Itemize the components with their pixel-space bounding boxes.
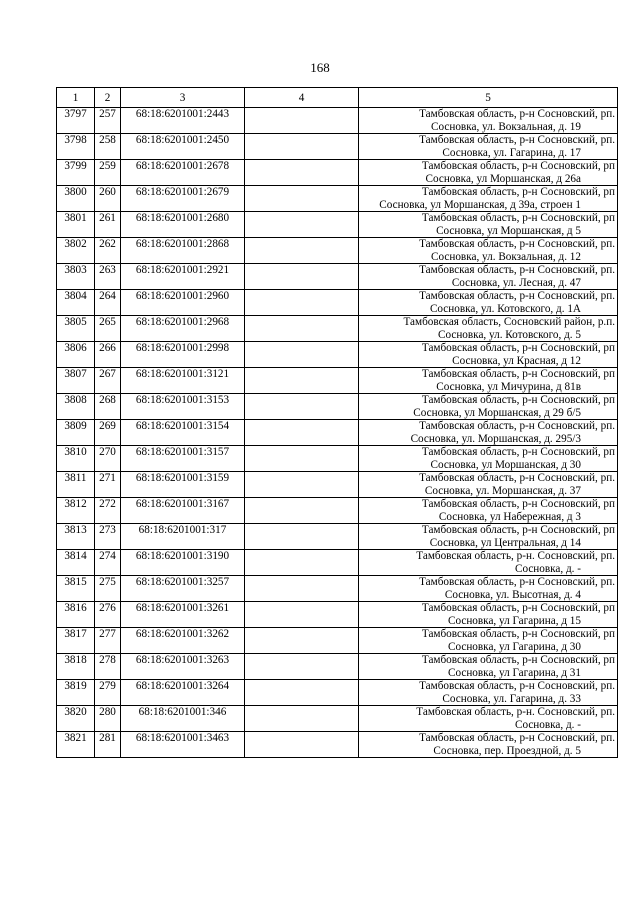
row-number-cell: 3797 <box>57 108 95 134</box>
empty-cell <box>245 576 359 602</box>
cadastral-number-cell: 68:18:6201001:2678 <box>121 160 245 186</box>
address-line-2: Сосновка, ул Набережная, д 3 <box>438 510 581 523</box>
address-line-2: Сосновка, ул Моршанская, д 29 б/5 <box>413 406 581 419</box>
address-cell <box>359 420 618 446</box>
address-line-1: Тамбовская область, р-н. Сосновский, рп. <box>416 706 615 718</box>
cadastral-number-cell: 68:18:6201001:2679 <box>121 186 245 212</box>
address-line-2: Сосновка, ул Гагарина, д 15 <box>448 614 581 627</box>
row-number-cell: 3804 <box>57 290 95 316</box>
cadastral-number-cell: 68:18:6201001:3190 <box>121 550 245 576</box>
address-cell <box>359 680 618 706</box>
address-line-1: Тамбовская область, р-н Сосновский, рп. <box>419 420 615 432</box>
address-cell <box>359 706 618 732</box>
table-row <box>57 186 618 212</box>
address-line-1: Тамбовская область, р-н. Сосновский, рп. <box>416 550 615 562</box>
empty-cell <box>245 654 359 680</box>
empty-cell <box>245 290 359 316</box>
cadastral-number-cell: 68:18:6201001:3157 <box>121 446 245 472</box>
row-number-cell: 3817 <box>57 628 95 654</box>
row-index-cell: 277 <box>95 628 121 654</box>
cadastral-number-cell: 68:18:6201001:3153 <box>121 394 245 420</box>
address-line-1: Тамбовская область, Сосновский район, р.п. <box>403 316 615 328</box>
header-row <box>57 88 618 108</box>
address-line-1: Тамбовская область, р-н Сосновский, рп <box>421 368 615 380</box>
address-cell <box>359 550 618 576</box>
address-line-1: Тамбовская область, р-н Сосновский, рп. <box>419 472 615 484</box>
address-cell <box>359 446 618 472</box>
row-number-cell: 3813 <box>57 524 95 550</box>
row-number-cell: 3810 <box>57 446 95 472</box>
address-cell <box>359 316 618 342</box>
cadastral-number-cell: 68:18:6201001:3261 <box>121 602 245 628</box>
address-line-2: Сосновка, д. - <box>515 562 581 575</box>
cadastral-number-cell: 68:18:6201001:3262 <box>121 628 245 654</box>
empty-cell <box>245 212 359 238</box>
address-line-2: Сосновка, ул. Котовского, д. 1А <box>429 302 581 315</box>
address-cell <box>359 134 618 160</box>
empty-cell <box>245 368 359 394</box>
table-row <box>57 446 618 472</box>
header-col-5: 5 <box>359 88 618 108</box>
row-number-cell: 3809 <box>57 420 95 446</box>
row-index-cell: 274 <box>95 550 121 576</box>
row-number-cell: 3800 <box>57 186 95 212</box>
row-index-cell: 262 <box>95 238 121 264</box>
address-line-2: Сосновка, ул Гагарина, д 31 <box>448 666 581 679</box>
address-line-1: Тамбовская область, р-н Сосновский, рп. <box>419 290 615 302</box>
row-number-cell: 3808 <box>57 394 95 420</box>
address-line-2: Сосновка, ул. Гагарина, д. 33 <box>442 692 581 705</box>
row-number-cell: 3799 <box>57 160 95 186</box>
address-cell <box>359 290 618 316</box>
address-cell <box>359 498 618 524</box>
empty-cell <box>245 446 359 472</box>
address-cell <box>359 212 618 238</box>
table-row <box>57 524 618 550</box>
page-number: 168 <box>310 60 330 75</box>
address-line-2: Сосновка, ул Моршанская, д 5 <box>436 224 581 237</box>
cadastral-number-cell: 68:18:6201001:3167 <box>121 498 245 524</box>
row-index-cell: 267 <box>95 368 121 394</box>
table-row <box>57 342 618 368</box>
row-index-cell: 268 <box>95 394 121 420</box>
address-line-2: Сосновка, ул. Вокзальная, д. 19 <box>431 120 581 133</box>
address-line-1: Тамбовская область, р-н Сосновский, рп. <box>419 576 615 588</box>
empty-cell <box>245 394 359 420</box>
row-index-cell: 275 <box>95 576 121 602</box>
address-cell <box>359 160 618 186</box>
address-line-1: Тамбовская область, р-н Сосновский, рп <box>421 498 615 510</box>
row-index-cell: 272 <box>95 498 121 524</box>
address-cell <box>359 368 618 394</box>
table-row <box>57 160 618 186</box>
empty-cell <box>245 160 359 186</box>
empty-cell <box>245 628 359 654</box>
address-line-2: Сосновка, ул Моршанская, д 26а <box>425 172 581 185</box>
address-cell <box>359 524 618 550</box>
row-index-cell: 280 <box>95 706 121 732</box>
cadastral-number-cell: 68:18:6201001:3257 <box>121 576 245 602</box>
row-index-cell: 279 <box>95 680 121 706</box>
address-line-2: Сосновка, пер. Проездной, д. 5 <box>433 744 581 757</box>
row-number-cell: 3818 <box>57 654 95 680</box>
row-number-cell: 3811 <box>57 472 95 498</box>
row-index-cell: 276 <box>95 602 121 628</box>
address-line-1: Тамбовская область, р-н Сосновский, рп <box>421 628 615 640</box>
table-row <box>57 264 618 290</box>
row-index-cell: 258 <box>95 134 121 160</box>
address-line-2: Сосновка, ул Моршанская, д 30 <box>430 458 581 471</box>
cadastral-number-cell: 68:18:6201001:2450 <box>121 134 245 160</box>
row-index-cell: 263 <box>95 264 121 290</box>
empty-cell <box>245 186 359 212</box>
address-cell <box>359 342 618 368</box>
row-index-cell: 264 <box>95 290 121 316</box>
cadastral-number-cell: 68:18:6201001:2680 <box>121 212 245 238</box>
row-number-cell: 3820 <box>57 706 95 732</box>
empty-cell <box>245 134 359 160</box>
row-number-cell: 3806 <box>57 342 95 368</box>
registry-table <box>56 87 618 758</box>
cadastral-number-cell: 68:18:6201001:2868 <box>121 238 245 264</box>
row-number-cell: 3801 <box>57 212 95 238</box>
address-line-2: Сосновка, ул Моршанская, д 39а, строен 1 <box>379 198 581 211</box>
row-index-cell: 266 <box>95 342 121 368</box>
address-line-1: Тамбовская область, р-н Сосновский, рп. <box>419 238 615 250</box>
row-number-cell: 3819 <box>57 680 95 706</box>
row-index-cell: 270 <box>95 446 121 472</box>
row-number-cell: 3816 <box>57 602 95 628</box>
table-row <box>57 316 618 342</box>
row-number-cell: 3814 <box>57 550 95 576</box>
address-line-2: Сосновка, ул. Лесная, д. 47 <box>451 276 581 289</box>
empty-cell <box>245 550 359 576</box>
address-cell <box>359 576 618 602</box>
address-line-2: Сосновка, ул Гагарина, д 30 <box>448 640 581 653</box>
table-row <box>57 576 618 602</box>
cadastral-number-cell: 68:18:6201001:3463 <box>121 732 245 758</box>
address-line-1: Тамбовская область, р-н Сосновский, рп. <box>419 264 615 276</box>
row-number-cell: 3807 <box>57 368 95 394</box>
table-row <box>57 238 618 264</box>
row-number-cell: 3812 <box>57 498 95 524</box>
address-line-2: Сосновка, ул. Гагарина, д. 17 <box>442 146 581 159</box>
table-row <box>57 212 618 238</box>
empty-cell <box>245 680 359 706</box>
row-number-cell: 3798 <box>57 134 95 160</box>
address-cell <box>359 108 618 134</box>
table-row <box>57 394 618 420</box>
address-cell <box>359 394 618 420</box>
empty-cell <box>245 472 359 498</box>
address-cell <box>359 472 618 498</box>
row-index-cell: 273 <box>95 524 121 550</box>
address-line-2: Сосновка, ул Красная, д 12 <box>452 354 581 367</box>
address-line-1: Тамбовская область, р-н Сосновский, рп. <box>419 108 615 120</box>
empty-cell <box>245 108 359 134</box>
table-row <box>57 108 618 134</box>
address-line-1: Тамбовская область, р-н Сосновский, рп <box>421 212 615 224</box>
table-row <box>57 368 618 394</box>
cadastral-number-cell: 68:18:6201001:317 <box>121 524 245 550</box>
empty-cell <box>245 706 359 732</box>
address-line-2: Сосновка, ул. Котовского, д. 5 <box>438 328 581 341</box>
row-index-cell: 278 <box>95 654 121 680</box>
cadastral-number-cell: 68:18:6201001:3159 <box>121 472 245 498</box>
address-line-1: Тамбовская область, р-н Сосновский, рп. <box>419 680 615 692</box>
address-line-1: Тамбовская область, р-н Сосновский, рп <box>421 394 615 406</box>
empty-cell <box>245 498 359 524</box>
empty-cell <box>245 316 359 342</box>
address-cell <box>359 628 618 654</box>
address-cell <box>359 238 618 264</box>
cadastral-number-cell: 68:18:6201001:3121 <box>121 368 245 394</box>
empty-cell <box>245 602 359 628</box>
cadastral-number-cell: 68:18:6201001:346 <box>121 706 245 732</box>
table-row <box>57 290 618 316</box>
address-line-2: Сосновка, ул Мичурина, д 81в <box>436 380 581 393</box>
row-index-cell: 281 <box>95 732 121 758</box>
address-line-2: Сосновка, ул. Моршанская, д. 37 <box>424 484 581 497</box>
header-col-1: 1 <box>57 88 95 108</box>
address-cell <box>359 732 618 758</box>
empty-cell <box>245 342 359 368</box>
row-index-cell: 257 <box>95 108 121 134</box>
row-index-cell: 271 <box>95 472 121 498</box>
cadastral-number-cell: 68:18:6201001:2968 <box>121 316 245 342</box>
address-line-1: Тамбовская область, р-н Сосновский, рп <box>421 186 615 198</box>
cadastral-number-cell: 68:18:6201001:2998 <box>121 342 245 368</box>
address-line-1: Тамбовская область, р-н Сосновский, рп <box>421 446 615 458</box>
row-number-cell: 3821 <box>57 732 95 758</box>
address-line-2: Сосновка, д. - <box>515 718 581 731</box>
cadastral-number-cell: 68:18:6201001:2960 <box>121 290 245 316</box>
row-number-cell: 3802 <box>57 238 95 264</box>
address-line-1: Тамбовская область, р-н Сосновский, рп. <box>419 732 615 744</box>
table-row <box>57 654 618 680</box>
row-index-cell: 265 <box>95 316 121 342</box>
header-col-3: 3 <box>121 88 245 108</box>
address-line-1: Тамбовская область, р-н Сосновский, рп <box>421 524 615 536</box>
table-row <box>57 498 618 524</box>
table-row <box>57 628 618 654</box>
address-line-2: Сосновка, ул Центральная, д 14 <box>429 536 581 549</box>
address-line-1: Тамбовская область, р-н Сосновский, рп <box>421 602 615 614</box>
table-row <box>57 732 618 758</box>
address-cell <box>359 654 618 680</box>
address-line-1: Тамбовская область, р-н Сосновский, рп <box>421 160 615 172</box>
cadastral-number-cell: 68:18:6201001:3264 <box>121 680 245 706</box>
empty-cell <box>245 420 359 446</box>
address-cell <box>359 264 618 290</box>
address-line-1: Тамбовская область, р-н Сосновский, рп. <box>419 134 615 146</box>
empty-cell <box>245 238 359 264</box>
address-line-1: Тамбовская область, р-н Сосновский, рп <box>421 654 615 666</box>
empty-cell <box>245 264 359 290</box>
address-cell <box>359 602 618 628</box>
address-cell <box>359 186 618 212</box>
row-index-cell: 259 <box>95 160 121 186</box>
table-row <box>57 472 618 498</box>
address-line-2: Сосновка, ул. Моршанская, д. 295/3 <box>410 432 581 445</box>
table-row <box>57 706 618 732</box>
row-number-cell: 3815 <box>57 576 95 602</box>
header-col-2: 2 <box>95 88 121 108</box>
table-row <box>57 550 618 576</box>
address-line-2: Сосновка, ул. Вокзальная, д. 12 <box>431 250 581 263</box>
table-row <box>57 602 618 628</box>
address-line-1: Тамбовская область, р-н Сосновский, рп <box>421 342 615 354</box>
cadastral-number-cell: 68:18:6201001:2921 <box>121 264 245 290</box>
row-number-cell: 3805 <box>57 316 95 342</box>
cadastral-number-cell: 68:18:6201001:2443 <box>121 108 245 134</box>
table-row <box>57 420 618 446</box>
cadastral-number-cell: 68:18:6201001:3263 <box>121 654 245 680</box>
empty-cell <box>245 524 359 550</box>
row-index-cell: 260 <box>95 186 121 212</box>
row-index-cell: 269 <box>95 420 121 446</box>
address-line-2: Сосновка, ул. Высотная, д. 4 <box>444 588 581 601</box>
row-number-cell: 3803 <box>57 264 95 290</box>
table-row <box>57 134 618 160</box>
table-row <box>57 680 618 706</box>
header-col-4: 4 <box>245 88 359 108</box>
row-index-cell: 261 <box>95 212 121 238</box>
table-body <box>57 108 618 758</box>
cadastral-number-cell: 68:18:6201001:3154 <box>121 420 245 446</box>
empty-cell <box>245 732 359 758</box>
